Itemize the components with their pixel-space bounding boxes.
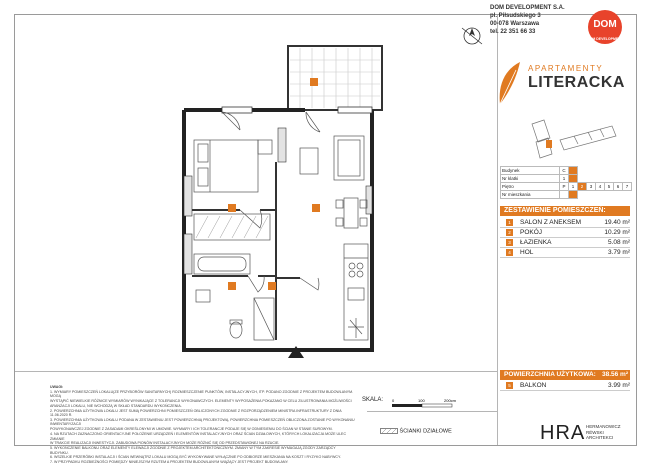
architect-line-3: ARCHITEKCI	[586, 435, 614, 440]
brand-logo	[528, 64, 625, 92]
sofa	[334, 136, 364, 180]
info-value: 7	[623, 183, 632, 191]
info-marker	[569, 191, 578, 199]
key-plan	[500, 114, 630, 160]
north-arrow-icon	[460, 24, 484, 48]
info-value	[560, 191, 569, 199]
brand-line-1: APARTAMENTY	[528, 64, 604, 73]
architect-line-1: HERMANOWICZ	[586, 424, 621, 429]
note-line: 7. W PRZYPADKU ROZBIEŻNOŚCI POMIĘDZY NINIEJSZYM RZUTEM A PROJEKTEM BUDOWLANYM WIĄŻĄCY JEST PROJEKT BUDOWLANY.	[50, 460, 289, 465]
company-name: DOM DEVELOPMENT S.A.	[490, 5, 565, 11]
room-row	[500, 248, 630, 258]
scale-tick-1: 100	[418, 398, 425, 403]
table-row	[501, 191, 632, 199]
info-value: 4	[596, 183, 605, 191]
legend	[380, 428, 452, 434]
room-area: 10.29 m²	[604, 229, 630, 236]
total-area-bar	[500, 370, 630, 380]
room-area: 5.08 m²	[607, 239, 630, 246]
notes	[50, 385, 355, 465]
info-value: 1	[560, 175, 569, 183]
total-area-label: POWIERZCHNIA UŻYTKOWA:	[504, 371, 596, 378]
column-left-lower	[184, 234, 192, 274]
column-center	[278, 128, 286, 162]
balcony-area: 3.99 m²	[607, 382, 630, 389]
floor-info-table	[500, 166, 632, 199]
partition-wall-swatch	[380, 428, 398, 434]
note-line: 5. WYKOŃCZENIE BALKONU ORAZ ELEMENTY ELEWACJI ZGODNIE Z PROJEKTEM ARCHITEKTONICZNYM. ZMIANY W TYM ZAKRESIE WYMAGAJĄ ZGODY ZARZĄDCY BUDYNKU.	[50, 446, 336, 455]
note-line: 1. WYMIARY POMIESZCZEŃ LOKALU(ZE PRZYBORÓW SANITARNYCH) ROZMIESZCZENIE PUNKTÓW, INSTALACYJNYCH, ITP. PODANO ZGODNIE Z PROJEKTEM BUDOWLANYM. MOGĄ	[50, 389, 354, 399]
room-number: 2	[506, 229, 513, 236]
info-marker	[569, 175, 578, 183]
dom-logo-sub: DOM DEVELOPMENT	[587, 37, 623, 41]
note-line: POWYKONAWCZEJ ZGODNIE Z ZASADAMI OKREŚLONYMI W UMOWIE. WYMIARY I ICH TOLERANCJE PODAJE SIĘ W ODNIESIENIU DO ŚCIAN W STANIE SUROWYM.	[50, 427, 333, 432]
room-number: 4	[506, 249, 513, 256]
doors	[222, 112, 320, 292]
table-row	[501, 175, 632, 183]
room-area: 19.40 m²	[604, 219, 630, 226]
legend-label: ŚCIANKI DZIAŁOWE	[399, 428, 452, 435]
info-value: C	[560, 167, 569, 175]
kitchen	[344, 244, 368, 340]
column-left	[184, 176, 192, 216]
scale-label: SKALA:	[362, 397, 384, 403]
room-row	[500, 218, 630, 228]
bed	[194, 140, 272, 192]
architect-line-2: RÉWSKI	[586, 429, 604, 435]
room-area: 3.79 m²	[607, 249, 630, 256]
room-name: SALON Z ANEKSEM	[520, 219, 582, 226]
balcony-number: 5	[506, 382, 513, 389]
company-info	[490, 4, 580, 36]
room-row	[500, 228, 630, 238]
balcony-name: BALKON	[520, 382, 547, 389]
note-line: 2. POWIERZCHNIA UŻYTKOWA LOKALU JEST SUMĄ POWIERZCHNI POMIESZCZEŃ OBLICZONYCH ZGODNIE Z ROZPORZĄDZENIEM MINISTRA INFRASTRUKTURY Z DNIA 11.06.2020 R.	[50, 408, 342, 418]
info-marker	[569, 167, 578, 175]
note-line: 6. WSZELKIE PRZERÓBKI INSTALACJI I ŚCIAN WEWNĄTRZ LOKALU MOGĄ BYĆ WYKONYWANE WYŁĄCZNIE PO ODBIORZE MIESZKANIA NA KOSZT I RYZYKO NABYWCY.	[50, 455, 341, 460]
info-value: 6	[614, 183, 623, 191]
table-row	[501, 167, 632, 175]
brand-line-2: LITERACKA	[528, 74, 625, 91]
wardrobe-hatch	[196, 216, 268, 238]
balcony-row	[500, 381, 630, 391]
balcony	[288, 46, 382, 110]
dining-table	[336, 198, 367, 228]
info-value: 1	[569, 183, 578, 191]
armchair	[300, 148, 318, 174]
note-line: ARANŻACJI LOKALU, NIE WCHODZĄ W SKŁAD STANDARDU WYKOŃCZENIA.	[50, 403, 182, 408]
note-line: W TRAKCIE REALIZACJI INWESTYCJI. ZABUDOWA PIONÓW INSTALACYJNYCH MOŻE RÓŻNIĆ SIĘ OD PRZEDSTAWIONEJ NA RZUCIE.	[50, 441, 280, 446]
note-line: WYSTĄPIĆ NIEWIELKIE RÓŻNICE WYMIARÓW WYNIKAJĄCE Z TOLERANCJI WYKONAWCZYCH. ELEMENTY WYPOSAŻENIA POKAZANO W CELU ZILUSTROWANIA MOŻLIWOŚCI	[50, 399, 352, 404]
room-number: 1	[506, 219, 513, 226]
room-name: ŁAZIENKA	[520, 239, 552, 246]
scale-bar	[382, 398, 482, 412]
room-name: POKÓJ	[520, 229, 543, 236]
company-phone: tel. 22 351 66 33	[490, 29, 536, 35]
notes-heading: UWAGI:	[50, 385, 64, 389]
company-address-2: 00-078 Warszawa	[490, 21, 540, 27]
room-name: HOL	[520, 249, 534, 256]
info-value: 3	[587, 183, 596, 191]
bathroom-fixtures	[194, 254, 274, 340]
room-row	[500, 238, 630, 248]
note-line: 4. NA RZUTACH ZAZNACZONO ORIENTACYJNE POŁOŻENIE URZĄDZEŃ I ELEMENTÓW INSTALACYJNYCH ORAZ ŚCIAN DZIAŁOWYCH, KTÓRYCH LOKALIZACJA MOŻE ULEC ZMIANIE	[50, 432, 347, 441]
info-value: P	[560, 183, 569, 191]
info-label: Nr mieszkania	[501, 191, 560, 199]
info-value-selected: 2	[578, 183, 587, 191]
scale-tick-2: 200cm	[444, 398, 457, 403]
total-area-value: 38.56 m²	[601, 371, 628, 378]
architect-names	[586, 424, 621, 441]
info-label: Budynek	[501, 167, 560, 175]
rooms-title: ZESTAWIENIE POMIESZCZEŃ:	[500, 206, 630, 216]
architect-logo: HRA	[540, 422, 586, 444]
scale-tick-0: 0	[392, 398, 395, 403]
note-line: 3. POWIERZCHNIA UŻYTKOWA LOKALU PODANA W ZESTAWIENIU JEST POWIERZCHNIĄ PROJEKTOWĄ. POWIERZCHNIA POMIESZCZEŃ OBLICZONA ZOSTANIE PO WYKONANIU INWENTARYZACJI	[50, 417, 355, 427]
table-row	[501, 183, 632, 191]
info-value: 5	[605, 183, 614, 191]
info-label: Piętro	[501, 183, 560, 191]
interior-walls	[192, 162, 300, 340]
dom-logo	[582, 10, 630, 46]
room-number: 3	[506, 239, 513, 246]
dom-logo-mark: DOM	[588, 10, 622, 44]
info-label: Nr klatki	[501, 175, 560, 183]
company-address-1: pl. Piłsudskiego 3	[490, 13, 541, 19]
feather-logo-icon	[494, 60, 524, 108]
